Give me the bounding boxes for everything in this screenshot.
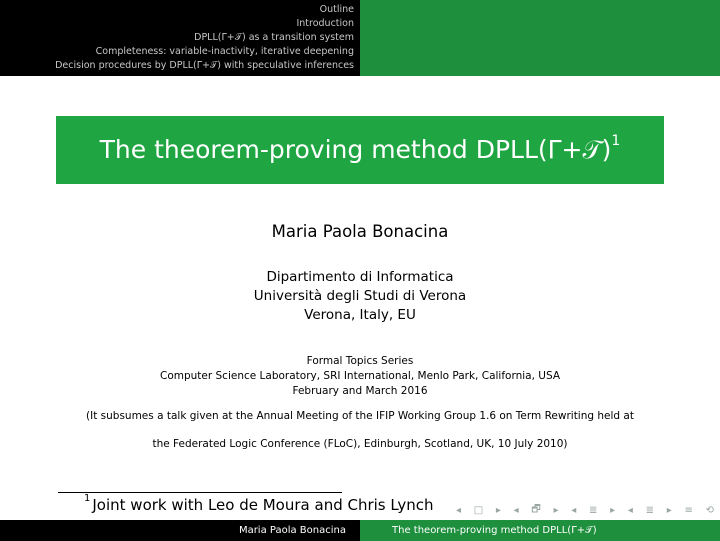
nav-right-icon[interactable]: ▸	[666, 504, 672, 516]
footnote-text: Joint work with Leo de Moura and Chris Lynch	[92, 496, 434, 514]
title-footnote-mark: 1	[611, 132, 621, 149]
footnote	[84, 493, 434, 514]
title-box	[56, 116, 664, 184]
nav-right-icon[interactable]: ▸	[495, 504, 501, 516]
event-note-line-2: the Federated Logic Conference (FLoC), Edinburgh, Scotland, UK, 10 July 2010)	[152, 438, 568, 450]
institution-place: Verona, Italy, EU	[304, 307, 416, 323]
footer-bar	[0, 520, 720, 541]
slide-title-text: The theorem-proving method DPLL(Γ+𝒯)	[99, 135, 612, 164]
section-navigation	[0, 0, 360, 76]
nav-left-icon[interactable]: ◂	[456, 504, 462, 516]
nav-item-decision-procedures[interactable]: Decision procedures by DPLL(Γ+𝒯) with speculative inferences	[55, 60, 354, 71]
beamer-navigation-symbols	[456, 503, 714, 517]
slide-title	[99, 132, 621, 165]
event-date: February and March 2016	[292, 385, 428, 397]
header-accent	[360, 0, 720, 76]
frame-icon[interactable]: □	[473, 504, 484, 516]
event-note-line-1: (It subsumes a talk given at the Annual Meeting of the IFIP Working Group 1.6 on Term Rewriting held at	[86, 410, 634, 422]
nav-item-completeness[interactable]: Completeness: variable-inactivity, iterative deepening	[95, 46, 354, 57]
footer-title: The theorem-proving method DPLL(Γ+𝒯)	[360, 520, 720, 541]
event-lab: Computer Science Laboratory, SRI International, Menlo Park, California, USA	[159, 370, 560, 382]
nav-item-transition-system[interactable]: DPLL(Γ+𝒯) as a transition system	[194, 32, 354, 43]
footnote-mark: 1	[84, 493, 91, 504]
search-back-icon[interactable]: ⟲	[705, 504, 714, 516]
subsection-icon[interactable]: 🗗	[531, 503, 541, 515]
event-series: Formal Topics Series	[306, 355, 414, 367]
nav-left-icon[interactable]: ◂	[571, 504, 577, 516]
nav-left-icon[interactable]: ◂	[627, 504, 633, 516]
nav-right-icon[interactable]: ▸	[610, 504, 616, 516]
footer-author: Maria Paola Bonacina	[0, 520, 360, 541]
menu-icon[interactable]: ≡	[684, 504, 693, 516]
institution-univ: Università degli Studi di Verona	[253, 288, 467, 304]
nav-right-icon[interactable]: ▸	[553, 504, 559, 516]
header-bar	[0, 0, 720, 76]
author-name: Maria Paola Bonacina	[271, 222, 449, 241]
nav-left-icon[interactable]: ◂	[513, 504, 519, 516]
nav-item-outline[interactable]: Outline	[319, 4, 354, 15]
institution-dept: Dipartimento di Informatica	[266, 269, 454, 285]
document-icon[interactable]: ≣	[645, 504, 655, 516]
section-icon[interactable]: ≣	[589, 504, 598, 516]
nav-item-introduction[interactable]: Introduction	[296, 18, 354, 29]
footnote-rule	[58, 492, 342, 493]
